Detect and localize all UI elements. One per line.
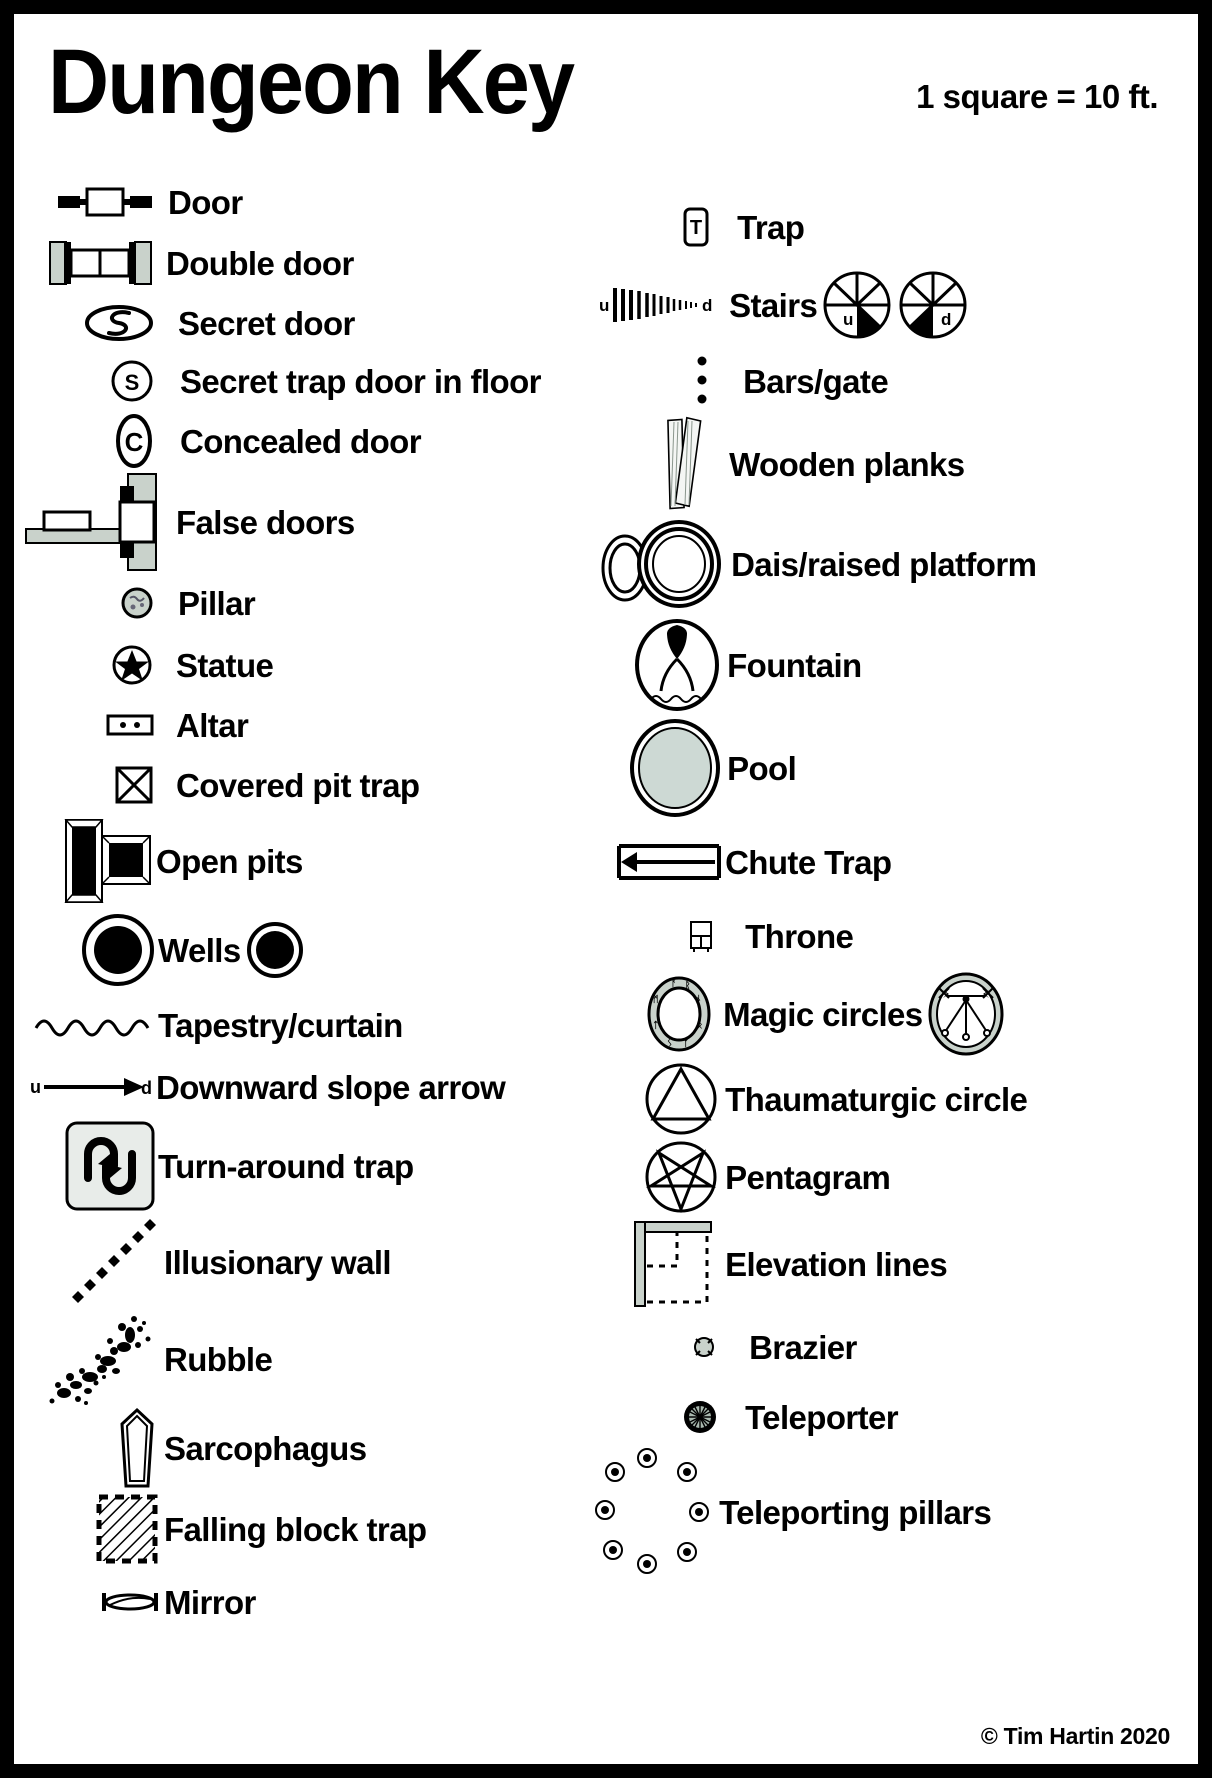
legend-item-open-pits xyxy=(24,816,595,906)
legend-item-magic-circles xyxy=(595,968,1188,1060)
legend-item-sarcophagus xyxy=(24,1408,595,1488)
legend-label: Dais/raised platform xyxy=(731,545,1037,583)
throne-icon xyxy=(595,918,717,954)
svg-text:ᛗ: ᛗ xyxy=(653,994,659,1004)
wooden-planks-icon xyxy=(595,416,715,512)
legend-label: Magic circles xyxy=(723,995,923,1033)
legend-item-illusionary-wall xyxy=(24,1214,595,1310)
dais-icon xyxy=(595,518,727,610)
copyright-credit: © Tim Hartin 2020 xyxy=(980,1723,1170,1749)
legend-item-statue xyxy=(24,634,595,696)
legend-label: Pillar xyxy=(178,584,256,622)
illusionary-wall-icon xyxy=(24,1217,164,1307)
legend-label: Concealed door xyxy=(180,422,421,460)
legend-label: Mirror xyxy=(164,1583,256,1621)
brazier-icon xyxy=(595,1332,719,1362)
magic-circle-sigil-icon xyxy=(923,970,1009,1058)
concealed-door-icon xyxy=(24,413,154,469)
scale-note: 1 square = 10 ft. xyxy=(916,78,1158,115)
legend-label: Brazier xyxy=(749,1328,857,1366)
legend-label: Fountain xyxy=(727,646,862,684)
secret-door-icon xyxy=(24,303,154,343)
legend-item-stairs xyxy=(595,262,1188,348)
legend-item-chute-trap xyxy=(595,820,1188,904)
legend-label: Chute Trap xyxy=(725,843,892,881)
turn-around-trap-icon xyxy=(24,1120,156,1212)
teleporter-icon xyxy=(595,1398,719,1436)
legend-label: Throne xyxy=(745,917,854,955)
header xyxy=(14,14,1198,164)
legend-label: Falling block trap xyxy=(164,1510,427,1548)
legend-item-dais xyxy=(595,514,1188,614)
legend-label: False doors xyxy=(176,503,355,541)
legend-item-wooden-planks xyxy=(595,414,1188,514)
legend-item-pool xyxy=(595,716,1188,820)
spiral-stairs-down-icon xyxy=(897,267,969,343)
legend-item-covered-pit-trap xyxy=(24,754,595,816)
legend-label: Covered pit trap xyxy=(176,766,420,804)
slope-arrow-icon xyxy=(24,1072,156,1102)
legend-label: Wooden planks xyxy=(729,445,965,483)
well-large-icon xyxy=(24,912,156,988)
legend-item-secret-door xyxy=(24,294,595,352)
teleporting-pillars-icon xyxy=(595,1454,725,1570)
legend-item-fountain xyxy=(595,614,1188,716)
legend-left-column xyxy=(24,164,595,1634)
svg-text:u: u xyxy=(30,1077,41,1097)
altar-icon xyxy=(24,711,154,739)
legend-label: Wells xyxy=(158,931,241,969)
double-door-icon xyxy=(24,240,154,286)
svg-text:ᛟ: ᛟ xyxy=(697,1020,703,1030)
svg-text:ᛏ: ᛏ xyxy=(653,1020,659,1030)
legend-label: Stairs xyxy=(729,286,818,324)
legend-item-bars-gate xyxy=(595,348,1188,414)
legend-label: Secret trap door in floor xyxy=(180,362,541,400)
svg-text:S: S xyxy=(124,370,140,395)
legend-label: Door xyxy=(168,183,243,221)
false-doors-icon xyxy=(24,474,174,570)
legend-item-downward-slope-arrow xyxy=(24,1056,595,1118)
legend-label: Rubble xyxy=(164,1340,273,1378)
falling-block-trap-icon xyxy=(24,1493,160,1565)
legend-item-rubble xyxy=(24,1310,595,1408)
door-icon xyxy=(24,185,154,219)
tapestry-icon xyxy=(24,1012,156,1038)
legend-columns xyxy=(14,164,1198,1634)
svg-text:ᚨ: ᚨ xyxy=(671,978,677,988)
svg-text:d: d xyxy=(941,310,952,329)
pentagram-icon xyxy=(595,1139,719,1215)
legend-item-trap xyxy=(595,192,1188,262)
legend-item-elevation-lines xyxy=(595,1216,1188,1312)
legend-label: Tapestry/curtain xyxy=(158,1006,403,1044)
page-title: Dungeon Key xyxy=(48,31,574,133)
legend-label: Trap xyxy=(737,208,805,246)
pool-icon xyxy=(595,718,723,818)
trap-icon xyxy=(595,205,713,249)
svg-text:ᛉ: ᛉ xyxy=(683,1038,689,1048)
legend-label: Open pits xyxy=(156,842,303,880)
open-pits-icon xyxy=(24,818,156,904)
legend-item-turn-around-trap xyxy=(24,1118,595,1214)
legend-label: Teleporting pillars xyxy=(719,1493,992,1531)
legend-item-thaumaturgic-circle xyxy=(595,1060,1188,1138)
legend-item-pillar xyxy=(24,572,595,634)
legend-item-teleporting-pillars xyxy=(595,1452,1188,1572)
legend-item-wells xyxy=(24,906,595,994)
svg-text:ᚾ: ᚾ xyxy=(696,994,702,1004)
legend-item-throne xyxy=(595,904,1188,968)
legend-item-brazier xyxy=(595,1312,1188,1382)
legend-label: Elevation lines xyxy=(725,1245,948,1283)
legend-item-teleporter xyxy=(595,1382,1188,1452)
svg-text:d: d xyxy=(141,1078,152,1098)
legend-label: Double door xyxy=(166,244,354,282)
magic-circle-runic-icon xyxy=(595,972,717,1056)
legend-item-tapestry-curtain xyxy=(24,994,595,1056)
legend-label: Altar xyxy=(176,706,249,744)
legend-label: Pentagram xyxy=(725,1158,891,1196)
legend-item-pentagram xyxy=(595,1138,1188,1216)
bars-gate-icon xyxy=(595,355,713,407)
legend-label: Secret door xyxy=(178,304,355,342)
pillar-icon xyxy=(24,586,154,620)
secret-trap-door-icon xyxy=(24,359,154,403)
spiral-stairs-up-icon xyxy=(817,267,897,343)
svg-text:T: T xyxy=(689,217,703,239)
mirror-icon xyxy=(24,1587,160,1617)
svg-text:ᛊ: ᛊ xyxy=(667,1038,673,1048)
legend-label: Turn-around trap xyxy=(158,1147,414,1185)
covered-pit-trap-icon xyxy=(24,765,154,805)
rubble-icon xyxy=(24,1311,164,1407)
legend-item-double-door xyxy=(24,232,595,294)
legend-label: Statue xyxy=(176,646,274,684)
fountain-icon xyxy=(595,617,723,713)
svg-text:C: C xyxy=(124,427,144,457)
svg-text:ᚱ: ᚱ xyxy=(685,980,691,990)
legend-item-mirror xyxy=(24,1570,595,1634)
stairs-straight-icon xyxy=(595,284,725,326)
elevation-lines-icon xyxy=(595,1220,719,1308)
thaumaturgic-circle-icon xyxy=(595,1061,719,1137)
statue-icon xyxy=(24,643,154,687)
legend-label: Teleporter xyxy=(745,1398,899,1436)
legend-item-secret-trap-door xyxy=(24,352,595,410)
legend-label: Downward slope arrow xyxy=(156,1068,506,1106)
legend-item-altar xyxy=(24,696,595,754)
legend-item-door xyxy=(24,172,595,232)
legend-label: Thaumaturgic circle xyxy=(725,1080,1028,1118)
well-small-icon xyxy=(241,921,309,979)
legend-label: Illusionary wall xyxy=(164,1243,391,1281)
legend-item-concealed-door xyxy=(24,410,595,472)
sarcophagus-icon xyxy=(24,1408,160,1488)
legend-label: Sarcophagus xyxy=(164,1429,367,1467)
chute-trap-icon xyxy=(595,840,721,884)
legend-item-false-doors xyxy=(24,472,595,572)
legend-label: Pool xyxy=(727,749,797,787)
legend-label: Bars/gate xyxy=(743,362,889,400)
legend-item-falling-block-trap xyxy=(24,1488,595,1570)
svg-text:u: u xyxy=(843,310,854,329)
svg-text:d: d xyxy=(702,296,713,315)
legend-right-column xyxy=(595,164,1188,1634)
svg-text:u: u xyxy=(599,296,610,315)
